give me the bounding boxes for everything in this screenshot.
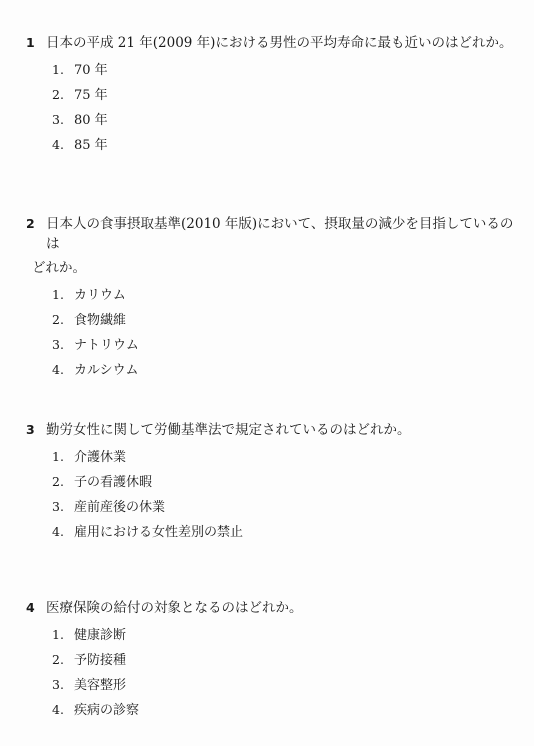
option-item bbox=[0, 697, 534, 722]
question-1 bbox=[0, 33, 534, 157]
option-number: 1. bbox=[52, 449, 64, 464]
option-text: 85 年 bbox=[74, 138, 108, 153]
option-number: 4. bbox=[52, 137, 64, 152]
question-3 bbox=[0, 420, 534, 544]
option-number: 1. bbox=[52, 287, 64, 302]
question-number: 1 bbox=[26, 35, 35, 50]
option-text: 美容整形 bbox=[74, 678, 127, 693]
question-number: 3 bbox=[26, 422, 35, 437]
option-number: 4. bbox=[52, 362, 64, 377]
option-item bbox=[0, 132, 534, 157]
option-item bbox=[0, 444, 534, 469]
option-number: 3. bbox=[52, 499, 64, 514]
option-text: 疾病の診察 bbox=[74, 703, 140, 718]
option-text: 70 年 bbox=[74, 63, 108, 78]
question-text: 医療保険の給付の対象となるのはどれか。 bbox=[46, 600, 303, 616]
question-text: 勤労女性に関して労働基準法で規定されているのはどれか。 bbox=[46, 422, 411, 438]
options-list bbox=[0, 282, 534, 382]
option-text: 80 年 bbox=[74, 113, 108, 128]
question-stem bbox=[0, 214, 534, 254]
question-stem bbox=[0, 420, 534, 440]
question-number: 4 bbox=[26, 600, 35, 615]
option-number: 1. bbox=[52, 62, 64, 77]
option-item bbox=[0, 282, 534, 307]
option-item bbox=[0, 307, 534, 332]
question-stem bbox=[0, 598, 534, 618]
option-number: 3. bbox=[52, 677, 64, 692]
option-number: 2. bbox=[52, 474, 64, 489]
option-item bbox=[0, 357, 534, 382]
option-number: 2. bbox=[52, 652, 64, 667]
option-item bbox=[0, 469, 534, 494]
option-text: 雇用における女性差別の禁止 bbox=[74, 525, 244, 540]
question-stem bbox=[0, 33, 534, 53]
question-text: 日本人の食事摂取基準(2010 年版)において、摂取量の減少を目指しているのは bbox=[46, 216, 514, 252]
option-number: 2. bbox=[52, 312, 64, 327]
option-text: 子の看護休暇 bbox=[74, 475, 153, 490]
option-text: カリウム bbox=[74, 288, 126, 303]
option-item bbox=[0, 82, 534, 107]
question-text: 日本の平成 21 年(2009 年)における男性の平均寿命に最も近いのはどれか。 bbox=[46, 35, 513, 51]
option-text: 産前産後の休業 bbox=[74, 500, 166, 515]
option-number: 4. bbox=[52, 702, 64, 717]
options-list bbox=[0, 57, 534, 157]
option-item bbox=[0, 332, 534, 357]
option-text: 健康診断 bbox=[74, 628, 127, 643]
option-number: 1. bbox=[52, 627, 64, 642]
option-item bbox=[0, 494, 534, 519]
option-item bbox=[0, 107, 534, 132]
option-number: 3. bbox=[52, 112, 64, 127]
option-item bbox=[0, 647, 534, 672]
question-text-continuation: どれか。 bbox=[32, 260, 86, 276]
option-text: 食物繊維 bbox=[74, 313, 127, 328]
option-item bbox=[0, 622, 534, 647]
question-number: 2 bbox=[26, 216, 35, 231]
option-item bbox=[0, 672, 534, 697]
option-item bbox=[0, 519, 534, 544]
option-text: 予防接種 bbox=[74, 653, 127, 668]
question-4 bbox=[0, 598, 534, 722]
option-text: カルシウム bbox=[74, 363, 139, 378]
question-2 bbox=[0, 214, 534, 382]
options-list bbox=[0, 444, 534, 544]
options-list bbox=[0, 622, 534, 722]
option-number: 4. bbox=[52, 524, 64, 539]
option-text: 75 年 bbox=[74, 88, 108, 103]
option-number: 2. bbox=[52, 87, 64, 102]
option-item bbox=[0, 57, 534, 82]
option-text: ナトリウム bbox=[74, 338, 139, 353]
option-text: 介護休業 bbox=[74, 450, 127, 465]
option-number: 3. bbox=[52, 337, 64, 352]
